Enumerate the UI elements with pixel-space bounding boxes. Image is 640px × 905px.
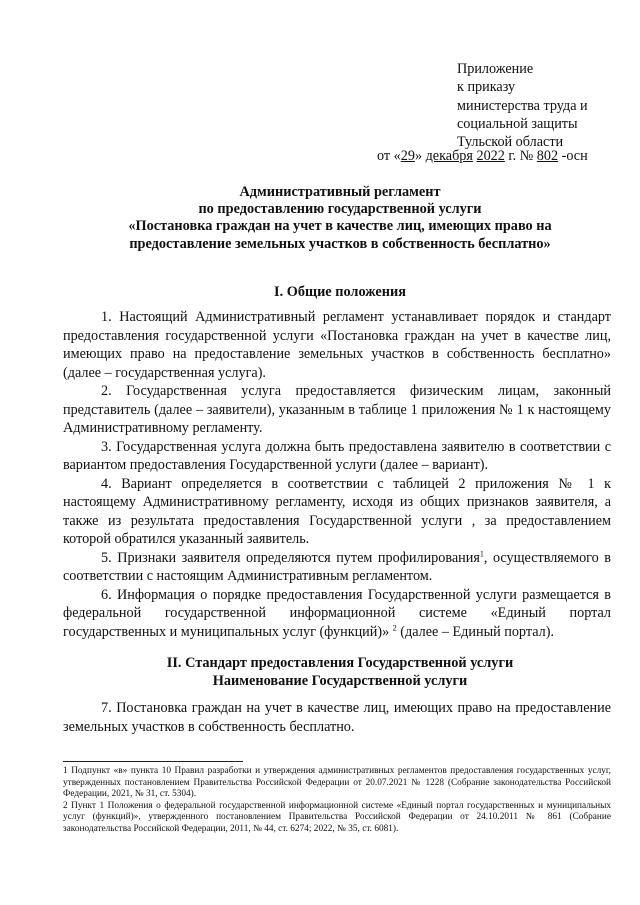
order-prefix: от « [377,148,401,164]
appendix-line: Приложение [457,61,534,77]
section-2-body [63,699,611,736]
order-mid: г. № [504,148,537,164]
title-line: предоставление земельных участков в собственность бесплатно» [129,235,551,252]
paragraph-6 [63,586,611,642]
paragraph-5-text: 5. Признаки заявителя определяются путем профилирования [101,549,480,566]
paragraph-6-text: 6. Информация о порядке предоставления Государственной услуги размещается в федеральной государственной информационной системе «Единый портал государственных и муниципальных услуг (функций)» [63,586,611,640]
footnote-1: 1 Подпункт «в» пункта 10 Правил разработки и утверждения административных регламентов предоставления государственных услуг, утвержденных постановлением Правительства Российской Федерации от 20.07.2021 № 1228 (Собрание законодательства Российской Федерации, 2021, № 31, ст. 5304). [63,766,611,800]
order-suffix: -осн [558,148,588,164]
paragraph-2: 2. Государственная услуга предоставляется физическим лицам, законный представитель (далее – заявители), указанным в таблице 1 приложения № 1 к настоящему Административному регламенту. [63,383,611,436]
footnotes [63,766,611,836]
order-day: 29 [400,148,415,164]
footnote-ref-2: 2 [392,622,397,632]
order-mid: » [414,148,426,164]
section-heading-text: II. Стандарт предоставления Государственной услуги [166,655,514,671]
section-1-heading [60,284,620,302]
footnote-2: 2 Пункт 1 Положения о федеральной государственной информационной системе «Единый портал государственных и муниципальных услуг (функций)», утвержденного постановлением Правительства Российской Федерации от 24.10.2011 № 861 (Собрание законодательства Российской Федерации, 2011, № 44, ст. 6274; 2022, № 35, ст. 6081). [63,800,611,834]
appendix-line: к приказу [457,79,516,96]
paragraph-1: 1. Настоящий Административный регламент устанавливает порядок и стандарт предоставления государственной услуги «Постановка граждан на учет в качестве лиц, имеющих право на предоставление земельных участков в собственность бесплатно» (далее – государственная услуга). [63,309,611,381]
paragraph-5-tail: , осуществляемого в соответствии с настоящим Административным регламентом. [63,549,611,584]
paragraph-5 [63,549,611,586]
order-number: 802 [536,148,559,164]
order-year: 2022 [476,148,505,164]
appendix-line: социальной защиты [457,115,578,132]
section-2-heading [60,655,620,690]
paragraph-6-tail: (далее – Единый портал). [396,623,554,640]
order-month: декабря [425,148,473,164]
appendix-line: министерства труда и [457,97,588,114]
order-date-number [377,148,588,165]
title-line: Административный регламент [239,184,441,200]
title-line: по предоставлению государственной услуги [198,201,482,218]
title-line: «Постановка граждан на учет в качестве лиц, имеющих право на [128,218,552,235]
footnote-ref-1: 1 [479,548,484,558]
paragraph-3: 3. Государственная услуга должна быть предоставлена заявителю в соответствии с вариантом предоставления Государственной услуги (далее – вариант). [63,438,611,473]
paragraph-4: 4. Вариант определяется в соответствии с таблицей 2 приложения № 1 к настоящему Административному регламенту, исходя из общих признаков заявителя, а также из результата предоставления Государственной услуги , за предоставлением которой обратился указанный заявитель. [63,475,611,547]
document-title [60,184,620,253]
footnote-divider [63,761,243,762]
section-1-body [63,308,611,641]
paragraph-7: 7. Постановка граждан на учет в качестве лиц, имеющих право на предоставление земельных участков в собственность бесплатно. [63,700,611,735]
section-heading-text: Наименование Государственной услуги [212,672,468,689]
appendix-line: Тульской области [457,134,564,151]
section-heading-text: I. Общие положения [274,284,406,300]
appendix-header [457,60,588,151]
